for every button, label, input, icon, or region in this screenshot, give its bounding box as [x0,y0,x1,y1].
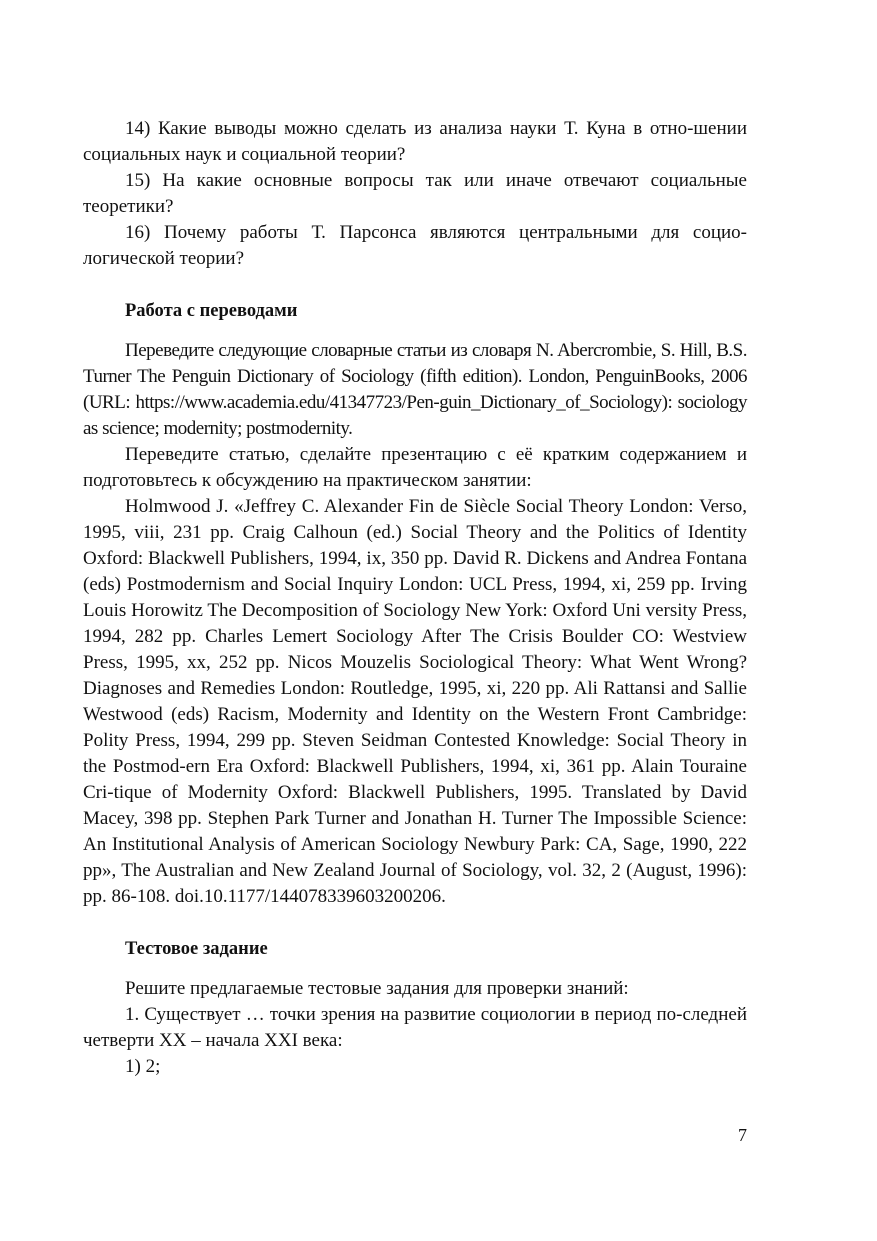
translation-paragraph-3: Holmwood J. «Jeffrey C. Alexander Fin de Siècle Social Theory London: Verso, 1995, viii, 231 pp. Craig Calhoun (ed.) Social Theory and the Politics of Identity Oxford: Blackwell Publishers, 1994, ix, 350 pp. David R. Dickens and Andrea Fontana (eds) Postmodernism and Social Inquiry London: UCL Press, 1994, xi, 259 pp. Irving Louis Horowitz The Decomposition of Sociology New York: Oxford Uni versity Press, 1994, 282 pp. Charles Lemert Sociology After The Crisis Boulder CO: Westview Press, 1995, xx, 252 pp. Nicos Mouzelis Sociological Theory: What Went Wrong? Diagnoses and Remedies London: Routledge, 1995, xi, 220 pp. Ali Rattansi and Sallie Westwood (eds) Racism, Modernity and Identity on the Western Front Cambridge: Polity Press, 1994, 299 pp. Steven Seidman Contested Knowledge: Social Theory in the Postmod-ern Era Oxford: Blackwell Publishers, 1994, xi, 361 pp. Alain Touraine Cri-tique of Modernity Oxford: Blackwell Publishers, 1995. Translated by David Macey, 398 pp. Stephen Park Turner and Jonathan H. Turner The Impossible Science: An Institutional Analysis of American Sociology Newbury Park: CA, Sage, 1990, 222 pp», The Australian and New Zealand Journal of Sociology, vol. 32, 2 (August, 1996): pp. 86-108. doi.10.1177/144078339603200206. [83,496,747,907]
question-15: 15) На какие основные вопросы так или иначе отвечают социальные теоретики? [83,170,747,217]
test-question-1-option-1: 1) 2; [125,1056,161,1077]
document-page [83,116,747,1080]
question-14: 14) Какие выводы можно сделать из анализа науки Т. Куна в отно-шении социальных наук и социальной теории? [83,118,747,165]
question-16: 16) Почему работы Т. Парсонса являются центральными для социо-логической теории? [83,222,747,269]
test-heading: Тестовое задание [125,939,268,959]
test-intro: Решите предлагаемые тестовые задания для проверки знаний: [125,978,629,999]
translation-paragraph-2: Переведите статью, сделайте презентацию с её кратким содержанием и подготовьтесь к обсуждению на практическом занятии: [83,444,747,491]
test-question-1: 1. Существует … точки зрения на развитие социологии в период по-следней четверти XX – начала XXI века: [83,1004,747,1051]
translation-heading: Работа с переводами [125,301,298,321]
translation-paragraph-1: Переведите следующие словарные статьи из словаря N. Abercrombie, S. Hill, B.S. Turner The Penguin Dictionary of Sociology (fifth edition). London, PenguinBooks, 2006 (URL: https://www.academia.edu/41347723/Pen-guin_Dictionary_of_Sociology): sociology as science; modernity; postmodernity. [83,340,747,439]
page-number: 7 [738,1125,747,1145]
